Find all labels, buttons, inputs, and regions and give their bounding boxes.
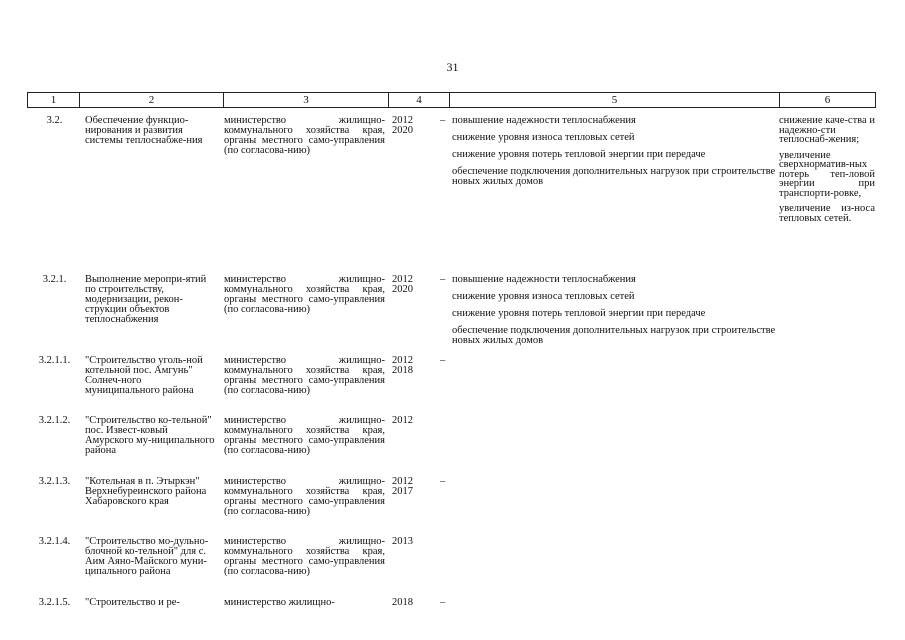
non-implementation-consequences [779,116,875,229]
result-item: обеспечение подключения дополнительных нагрузок при строительстве новых жилых домов [452,325,776,346]
result-item: снижение уровня потерь тепловой энергии при передаче [452,149,706,160]
years [392,537,422,547]
years [392,275,422,295]
row-number: 3.2.1.5. [38,597,71,608]
row-number: 3.2.1.4. [38,536,71,547]
expected-results [452,275,780,353]
dash: – [440,274,446,285]
column-header-3: 3 [223,93,388,107]
column-header-4: 4 [388,93,449,107]
executor: министерство жилищно-коммунального хозяйства края, органы местного само-управления (по согласова-нию) [224,536,385,577]
year-start: 2018 [392,597,413,608]
consequence-item: увеличение из-носа тепловых сетей. [779,203,875,224]
measure-name: "Строительство мо-дульно-блочной ко-тельной" для с. Аим Аяно-Майского муни-ципального района [85,536,209,577]
column-header-1: 1 [50,94,57,106]
year-end: 2020 [392,284,413,295]
result-item: повышение надежности теплоснабжения [452,274,636,285]
dash: – [440,597,446,608]
row-number: 3.2. [46,115,63,126]
years [392,477,422,497]
column-header-6: 6 [779,93,875,107]
dash: – [440,355,446,366]
measure-name: "Строительство и ре- [85,597,180,608]
year-end: 2020 [392,125,413,136]
dash: – [440,115,446,126]
measure-name: Выполнение меропри-ятий по строительству, модернизации, рекон-струкции объектов теплоснабжения [85,274,207,325]
year-start: 2013 [392,536,413,547]
year-end: 2017 [392,486,413,497]
dash: – [440,476,446,487]
year-start: 2012 [392,415,413,426]
year-start: 2012 [392,115,413,126]
executor: министерство жилищно- [224,597,335,608]
year-start: 2012 [392,355,413,366]
table-header [27,92,876,108]
row-number: 3.2.1.3. [38,476,71,487]
row-number: 3.2.1. [42,274,67,285]
result-item: обеспечение подключения дополнительных нагрузок при строительстве новых жилых домов [452,166,776,187]
column-header-5: 5 [449,93,779,107]
measure-name: Обеспечение функцио-нирования и развития системы теплоснабже-ния [85,115,203,146]
result-item: снижение уровня потерь тепловой энергии при передаче [452,308,706,319]
measure-name: "Строительство ко-тельной" пос. Извест-ковый Амурского му-ниципального района [85,415,215,456]
result-item: повышение надежности теплоснабжения [452,115,636,126]
page-number: 31 [446,60,459,74]
year-start: 2012 [392,476,413,487]
expected-results [452,116,780,194]
executor: министерство жилищно-коммунального хозяйства края, органы местного само-управления (по согласова-нию) [224,115,385,156]
result-item: снижение уровня износа тепловых сетей [452,291,635,302]
years [392,116,422,136]
executor: министерство жилищно-коммунального хозяйства края, органы местного само-управления (по согласова-нию) [224,476,385,517]
executor: министерство жилищно-коммунального хозяйства края, органы местного само-управления (по согласова-нию) [224,415,385,456]
years [392,416,422,426]
row-number: 3.2.1.1. [38,355,71,366]
years [392,356,422,376]
year-start: 2012 [392,274,413,285]
result-item: снижение уровня износа тепловых сетей [452,132,635,143]
years [392,598,422,608]
measure-name: "Строительство уголь-ной котельной пос. Амгунь" Солнеч-ного муниципального района [85,355,203,396]
executor: министерство жилищно-коммунального хозяйства края, органы местного само-управления (по согласова-нию) [224,274,385,315]
measure-name: "Котельная в п. Этыркэн" Верхнебуреинского района Хабаровского края [85,476,207,507]
row-number: 3.2.1.2. [38,415,71,426]
column-header-2: 2 [79,93,223,107]
executor: министерство жилищно-коммунального хозяйства края, органы местного само-управления (по согласова-нию) [224,355,385,396]
consequence-item: снижение каче-ства и надежно-сти теплоснаб-жения; [779,115,875,145]
consequence-item: увеличение сверхнорматив-ных потерь теп-ловой энергии при транспорти-ровке, [779,149,875,199]
year-end: 2018 [392,365,413,376]
